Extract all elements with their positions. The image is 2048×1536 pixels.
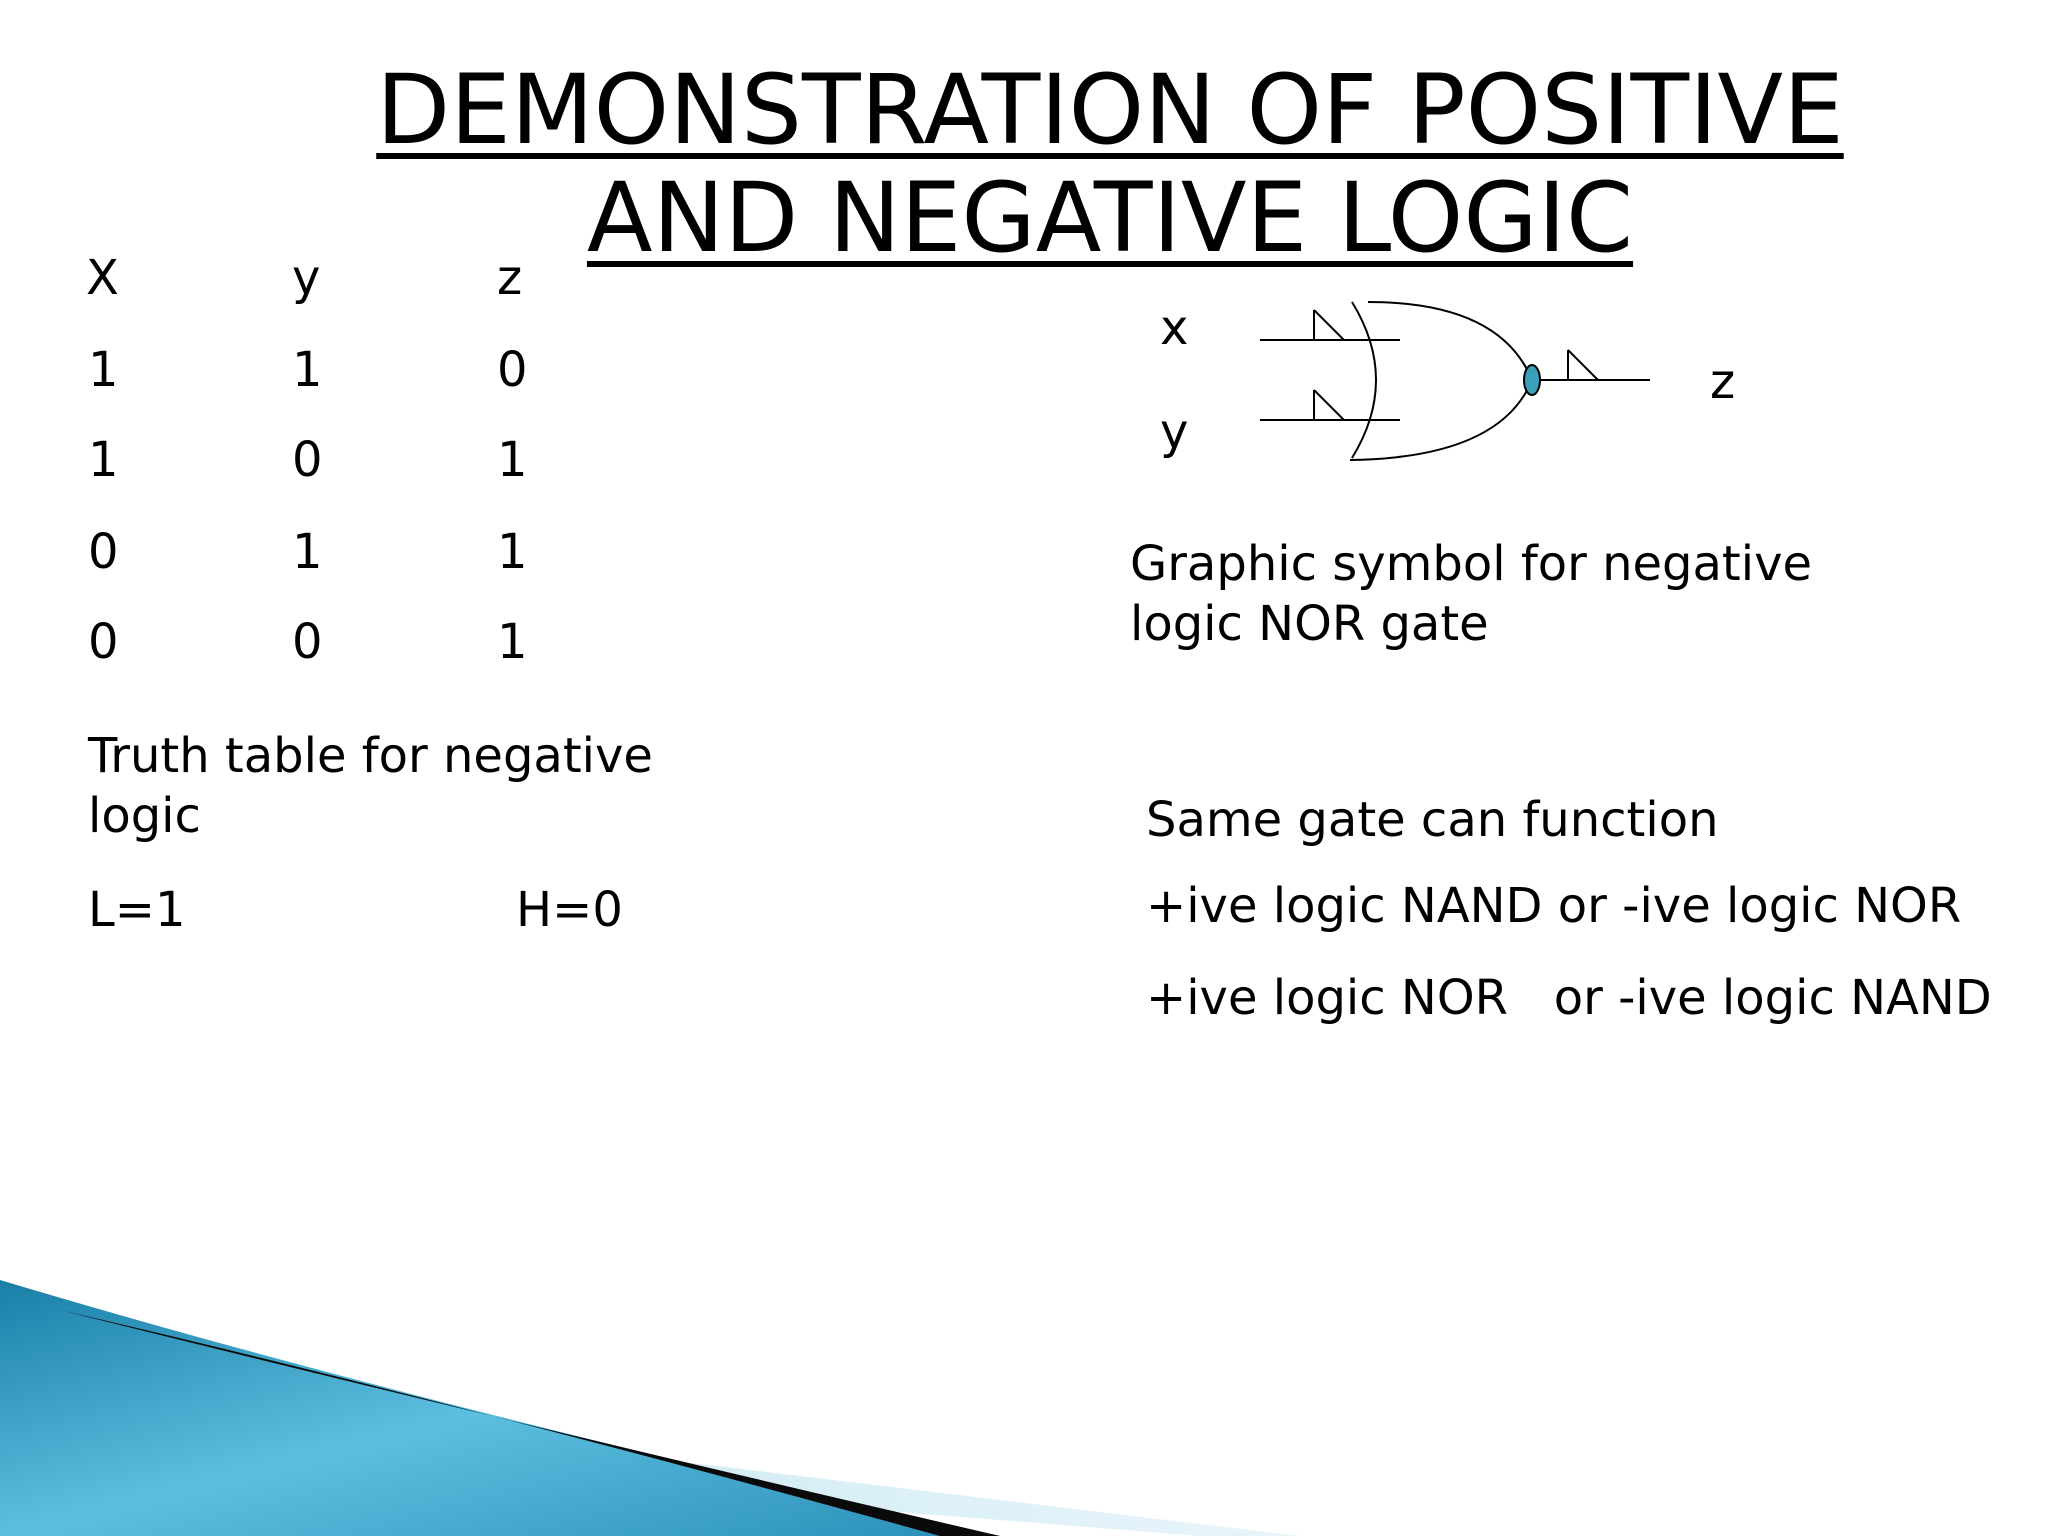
nor-gate-symbol <box>1250 290 1690 490</box>
slide-title: DEMONSTRATION OF POSITIVE AND NEGATIVE LOGIC <box>376 54 1844 274</box>
truth-table-header-x: X <box>86 250 119 306</box>
gate-body <box>1350 302 1532 460</box>
input-x-polarity-indicator <box>1314 310 1344 340</box>
notes-line-2: +ive logic NOR or -ive logic NAND <box>1146 970 1992 1026</box>
notes-heading: Same gate can function <box>1146 792 1719 848</box>
truth-table-cell: 0 <box>88 524 119 580</box>
decorative-swoosh <box>0 1280 1300 1536</box>
truth-table-cell: 1 <box>88 342 119 398</box>
gate-back-curve <box>1352 302 1376 458</box>
truth-table-caption: Truth table for negative logic <box>88 728 653 844</box>
high-level-label: H=0 <box>516 882 623 938</box>
truth-table-cell: 1 <box>88 432 119 488</box>
gate-output-z-label: z <box>1710 354 1736 410</box>
truth-table-cell: 1 <box>497 432 528 488</box>
gate-caption: Graphic symbol for negative logic NOR gate <box>1130 536 1813 652</box>
truth-table-cell: 1 <box>292 524 323 580</box>
truth-table-cell: 0 <box>292 614 323 670</box>
truth-table-cell: 1 <box>497 524 528 580</box>
low-level-label: L=1 <box>88 882 186 938</box>
truth-table-header-y: y <box>292 250 321 306</box>
gate-input-y-label: y <box>1160 404 1189 460</box>
truth-table-cell: 0 <box>497 342 528 398</box>
truth-table-cell: 1 <box>497 614 528 670</box>
notes-line-1: +ive logic NAND or -ive logic NOR <box>1146 878 1962 934</box>
truth-table-header-z: z <box>497 250 523 306</box>
input-y-polarity-indicator <box>1314 390 1344 420</box>
output-polarity-indicator <box>1568 350 1598 380</box>
truth-table-cell: 0 <box>88 614 119 670</box>
inversion-bubble <box>1524 365 1540 395</box>
truth-table-cell: 0 <box>292 432 323 488</box>
truth-table-cell: 1 <box>292 342 323 398</box>
gate-input-x-label: x <box>1160 300 1189 356</box>
